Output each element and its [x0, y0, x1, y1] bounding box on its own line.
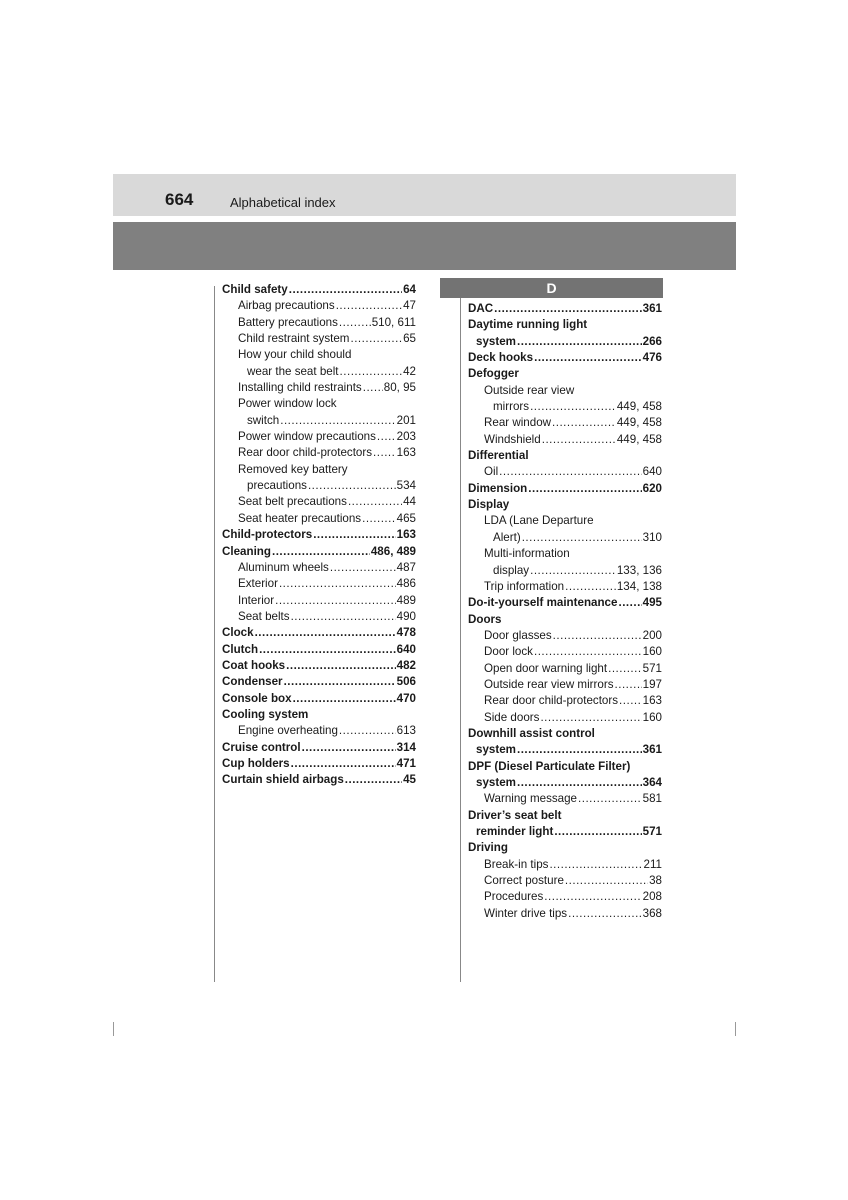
index-entry-pages: 613 — [396, 724, 416, 738]
index-entry-pages: 38 — [649, 874, 662, 888]
index-entry-term: system — [476, 775, 516, 789]
dot-leader — [542, 432, 616, 448]
dot-leader — [565, 873, 648, 889]
index-entry-pages: 200 — [642, 628, 662, 642]
dot-leader — [302, 740, 396, 756]
index-entry-pages: 476 — [642, 351, 662, 365]
index-entry-term: Removed key battery — [238, 462, 348, 476]
index-entry — [468, 415, 662, 431]
index-entry-pages: 571 — [642, 825, 662, 838]
index-entry-pages: 266 — [642, 334, 662, 348]
index-entry-pages: 80, 95 — [383, 381, 416, 395]
dot-leader — [280, 413, 395, 429]
index-entry-term: Cooling system — [222, 707, 309, 721]
column-rule-right — [460, 286, 461, 982]
index-entry-pages: 160 — [642, 710, 662, 724]
index-entry — [222, 723, 416, 739]
dot-leader — [330, 560, 396, 576]
index-entry — [468, 857, 662, 873]
index-entry — [468, 563, 662, 579]
index-entry-pages: 486 — [396, 577, 416, 591]
index-entry-term: Daytime running light — [468, 318, 588, 332]
index-entry-pages: 361 — [642, 743, 662, 757]
index-entry-pages: 203 — [396, 430, 416, 444]
dot-leader — [528, 481, 641, 497]
index-entry-term: Console box — [222, 691, 292, 705]
index-entry-pages: 465 — [396, 511, 416, 525]
index-entry — [222, 331, 416, 347]
dot-leader — [291, 756, 396, 772]
index-entry — [468, 383, 662, 399]
index-entry — [468, 693, 662, 709]
dot-leader — [554, 824, 641, 840]
index-entry — [222, 625, 416, 641]
index-entry — [468, 350, 662, 366]
index-entry-term: Engine overheating — [238, 724, 338, 738]
index-entry-term: Dimension — [468, 481, 528, 495]
index-entry-term: Multi-information — [484, 547, 570, 561]
dot-leader — [363, 380, 383, 396]
index-entry-term: Open door warning light — [484, 661, 608, 675]
index-entry — [468, 317, 662, 333]
index-entry-pages: 640 — [396, 642, 416, 656]
dot-leader — [377, 429, 396, 445]
index-entry-pages: 133, 136 — [616, 563, 662, 577]
index-entry-term: Driver’s seat belt — [468, 808, 562, 822]
index-entry-pages: 201 — [396, 413, 416, 427]
dot-leader — [339, 723, 396, 739]
index-entry-term: Child safety — [222, 283, 288, 296]
dot-leader — [340, 364, 403, 380]
index-entry-pages: 489 — [396, 593, 416, 607]
index-entry — [222, 674, 416, 690]
dot-leader — [578, 791, 642, 807]
index-entry-pages: 44 — [403, 495, 416, 509]
index-entry-pages: 534 — [396, 479, 416, 493]
index-entry-term: Interior — [238, 593, 275, 607]
dot-leader — [530, 563, 616, 579]
index-entry-term: Driving — [468, 841, 508, 855]
index-entry-term: system — [476, 334, 516, 348]
index-entry-term: DPF (Diesel Particulate Filter) — [468, 759, 631, 773]
index-entry-term: mirrors — [493, 400, 530, 414]
index-entry-term: Winter drive tips — [484, 906, 568, 920]
index-entry — [468, 840, 662, 856]
index-entry-term: Correct posture — [484, 874, 564, 888]
dot-leader — [275, 593, 396, 609]
index-entry-pages: 620 — [642, 481, 662, 495]
index-entry-term: Clock — [222, 626, 254, 640]
index-entry — [468, 530, 662, 546]
index-entry — [222, 593, 416, 609]
index-entry — [222, 413, 416, 429]
index-entry — [222, 347, 416, 363]
header-band — [113, 174, 736, 216]
index-entry — [468, 546, 662, 562]
dot-leader — [608, 661, 642, 677]
index-entry-term: reminder light — [476, 825, 554, 838]
index-entry — [468, 791, 662, 807]
index-entry — [222, 511, 416, 527]
index-entry-term: Side doors — [484, 710, 540, 724]
index-entry-term: Oil — [484, 465, 499, 479]
index-entry-pages: 449, 458 — [616, 400, 662, 414]
index-entry-pages: 65 — [403, 332, 416, 346]
index-entry — [468, 595, 662, 611]
index-entry — [468, 579, 662, 595]
index-entry — [468, 742, 662, 758]
column-rule-left — [214, 286, 215, 982]
index-entry-pages: 640 — [642, 465, 662, 479]
page-number: 664 — [165, 190, 194, 209]
index-entry — [222, 707, 416, 723]
dot-leader — [517, 742, 642, 758]
dot-leader — [345, 772, 402, 788]
dot-leader — [517, 775, 642, 791]
index-entry-pages: 510, 611 — [371, 315, 416, 329]
dot-leader — [544, 889, 641, 905]
index-entry-term: Alert) — [493, 530, 521, 544]
dot-leader — [362, 511, 396, 527]
index-entry — [222, 396, 416, 412]
index-entry-term: Installing child restraints — [238, 381, 362, 395]
index-entry-term: Rear door child-protectors — [484, 694, 619, 708]
index-entry-pages: 471 — [396, 756, 416, 770]
dot-leader — [348, 494, 402, 510]
index-entry — [222, 560, 416, 576]
index-entry-term: DAC — [468, 302, 494, 315]
index-entry-pages: 208 — [642, 890, 662, 904]
index-entry-term: Child-protectors — [222, 528, 313, 542]
index-entry — [468, 759, 662, 775]
index-entry-term: Differential — [468, 449, 529, 463]
index-entry — [468, 334, 662, 350]
index-entry-pages: 42 — [403, 364, 416, 378]
index-entry-pages: 163 — [642, 694, 662, 708]
index-entry-pages: 64 — [403, 283, 416, 296]
dot-leader — [255, 625, 396, 641]
index-entry-term: Cleaning — [222, 544, 271, 558]
index-entry — [468, 644, 662, 660]
index-entry-term: Rear window — [484, 416, 552, 430]
index-entry-term: Curtain shield airbags — [222, 773, 344, 787]
index-entry — [222, 364, 416, 380]
index-entry-pages: 495 — [642, 596, 662, 610]
index-entry-term: Display — [468, 498, 510, 512]
index-entry-term: Downhill assist control — [468, 726, 595, 740]
index-entry — [468, 808, 662, 824]
index-entry-pages: 361 — [642, 302, 662, 315]
dot-leader — [259, 642, 396, 658]
index-entry-term: display — [493, 563, 530, 577]
dot-leader — [494, 301, 642, 317]
dot-leader — [553, 628, 642, 644]
index-entry-pages: 47 — [403, 299, 416, 313]
dot-leader — [279, 576, 396, 592]
index-entry-term: Condenser — [222, 675, 283, 689]
index-entry — [468, 513, 662, 529]
dot-leader — [291, 609, 396, 625]
index-entry-pages: 310 — [642, 530, 662, 544]
dot-leader — [373, 445, 396, 461]
index-column-left — [222, 282, 416, 789]
index-entry-term: switch — [247, 413, 280, 427]
index-entry — [222, 691, 416, 707]
index-entry-term: Battery precautions — [238, 315, 338, 329]
index-entry — [222, 642, 416, 658]
dot-leader — [289, 282, 402, 298]
dot-leader — [308, 478, 396, 494]
index-entry — [222, 756, 416, 772]
index-entry-term: Exterior — [238, 577, 278, 591]
dot-leader — [530, 399, 616, 415]
index-entry — [222, 544, 416, 560]
index-entry-pages: 470 — [396, 691, 416, 705]
index-entry-pages: 478 — [396, 626, 416, 640]
index-entry-term: LDA (Lane Departure — [484, 514, 594, 528]
index-entry — [468, 661, 662, 677]
dot-leader — [336, 298, 402, 314]
dot-leader — [522, 530, 642, 546]
index-entry-term: Seat belts — [238, 609, 290, 623]
index-entry-pages: 506 — [396, 675, 416, 689]
dot-leader — [293, 691, 396, 707]
index-entry — [222, 298, 416, 314]
index-entry-term: Coat hooks — [222, 658, 286, 672]
index-entry-term: Seat heater precautions — [238, 511, 362, 525]
index-entry-term: How your child should — [238, 348, 352, 362]
index-entry-pages: 160 — [642, 645, 662, 659]
index-entry-pages: 45 — [403, 773, 416, 787]
dot-leader — [284, 674, 396, 690]
index-entry-term: Aluminum wheels — [238, 560, 329, 574]
index-entry-term: Rear door child-protectors — [238, 446, 373, 460]
letter-header: D — [440, 278, 663, 298]
index-entry-pages: 581 — [642, 792, 662, 806]
index-entry-term: Door glasses — [484, 628, 552, 642]
index-entry — [222, 462, 416, 478]
index-entry — [468, 481, 662, 497]
dot-leader — [339, 315, 371, 331]
index-entry-pages: 314 — [396, 740, 416, 754]
crop-mark-left — [113, 1022, 114, 1036]
dot-leader — [313, 527, 395, 543]
index-entry-term: Defogger — [468, 367, 519, 381]
index-entry-term: Door lock — [484, 645, 533, 659]
index-entry-pages: 449, 458 — [616, 416, 662, 430]
index-entry-pages: 134, 138 — [616, 579, 662, 593]
index-entry-pages: 163 — [396, 528, 416, 542]
index-entry-term: Cup holders — [222, 756, 290, 770]
dot-leader — [540, 710, 641, 726]
index-entry-pages: 487 — [396, 560, 416, 574]
dot-leader — [565, 579, 616, 595]
index-entry — [468, 301, 662, 317]
dot-leader — [350, 331, 402, 347]
index-entry-term: Do-it-yourself maintenance — [468, 596, 618, 610]
index-entry — [468, 775, 662, 791]
index-entry-term: Windshield — [484, 432, 541, 446]
index-entry-term: Deck hooks — [468, 351, 534, 365]
index-entry-term: Procedures — [484, 890, 544, 904]
index-entry — [222, 315, 416, 331]
index-entry — [222, 429, 416, 445]
dot-leader — [286, 658, 396, 674]
dot-leader — [272, 544, 370, 560]
index-entry-term: Airbag precautions — [238, 299, 335, 313]
index-entry-term: Doors — [468, 612, 502, 626]
index-entry-pages: 197 — [642, 677, 662, 691]
index-entry-term: Break-in tips — [484, 857, 549, 871]
dot-leader — [615, 677, 642, 693]
index-entry — [222, 740, 416, 756]
index-entry — [468, 366, 662, 382]
section-title: Alphabetical index — [230, 195, 336, 210]
index-entry-pages: 490 — [396, 609, 416, 623]
index-entry — [222, 658, 416, 674]
index-entry — [222, 380, 416, 396]
index-entry-pages: 163 — [396, 446, 416, 460]
index-entry-pages: 482 — [396, 658, 416, 672]
dot-leader — [619, 693, 642, 709]
index-entry — [468, 628, 662, 644]
index-entry-term: Warning message — [484, 792, 578, 806]
index-entry — [222, 494, 416, 510]
index-entry-term: system — [476, 743, 516, 757]
crop-mark-right — [735, 1022, 736, 1036]
index-entry — [468, 873, 662, 889]
index-entry-term: Power window lock — [238, 397, 337, 411]
index-entry — [468, 710, 662, 726]
index-entry — [222, 609, 416, 625]
index-entry-term: Power window precautions — [238, 430, 376, 444]
dot-leader — [568, 906, 642, 922]
index-entry — [222, 527, 416, 543]
index-entry — [468, 432, 662, 448]
dot-leader — [552, 415, 616, 431]
index-entry — [468, 612, 662, 628]
index-entry — [468, 824, 662, 840]
dot-leader — [534, 644, 642, 660]
dot-leader — [618, 595, 641, 611]
index-entry-term: Clutch — [222, 642, 259, 656]
dot-leader — [534, 350, 642, 366]
index-entry-pages: 486, 489 — [370, 544, 416, 558]
index-entry-term: Outside rear view — [484, 383, 575, 397]
index-entry-term: Trip information — [484, 579, 565, 593]
index-entry — [468, 889, 662, 905]
index-entry — [468, 448, 662, 464]
index-entry-pages: 368 — [642, 906, 662, 920]
index-entry-term: precautions — [247, 479, 307, 493]
index-entry — [222, 478, 416, 494]
index-entry-pages: 449, 458 — [616, 432, 662, 446]
index-entry-pages: 571 — [642, 661, 662, 675]
index-entry — [468, 497, 662, 513]
index-entry-pages: 211 — [643, 857, 662, 871]
index-entry — [468, 726, 662, 742]
index-entry — [222, 772, 416, 788]
dot-leader — [517, 334, 642, 350]
index-entry — [222, 576, 416, 592]
index-entry — [468, 906, 662, 922]
index-entry-term: wear the seat belt — [247, 364, 339, 378]
index-entry-pages: 364 — [642, 775, 662, 789]
index-entry — [468, 464, 662, 480]
index-entry — [468, 399, 662, 415]
dot-leader — [499, 464, 641, 480]
dot-leader — [549, 857, 642, 873]
index-entry-term: Seat belt precautions — [238, 495, 347, 509]
index-entry-term: Cruise control — [222, 740, 301, 754]
index-entry — [222, 282, 416, 298]
decorative-band — [113, 222, 736, 270]
index-entry-term: Outside rear view mirrors — [484, 677, 614, 691]
index-column-right — [468, 301, 662, 922]
index-entry — [222, 445, 416, 461]
index-entry-term: Child restraint system — [238, 332, 350, 346]
index-entry — [468, 677, 662, 693]
